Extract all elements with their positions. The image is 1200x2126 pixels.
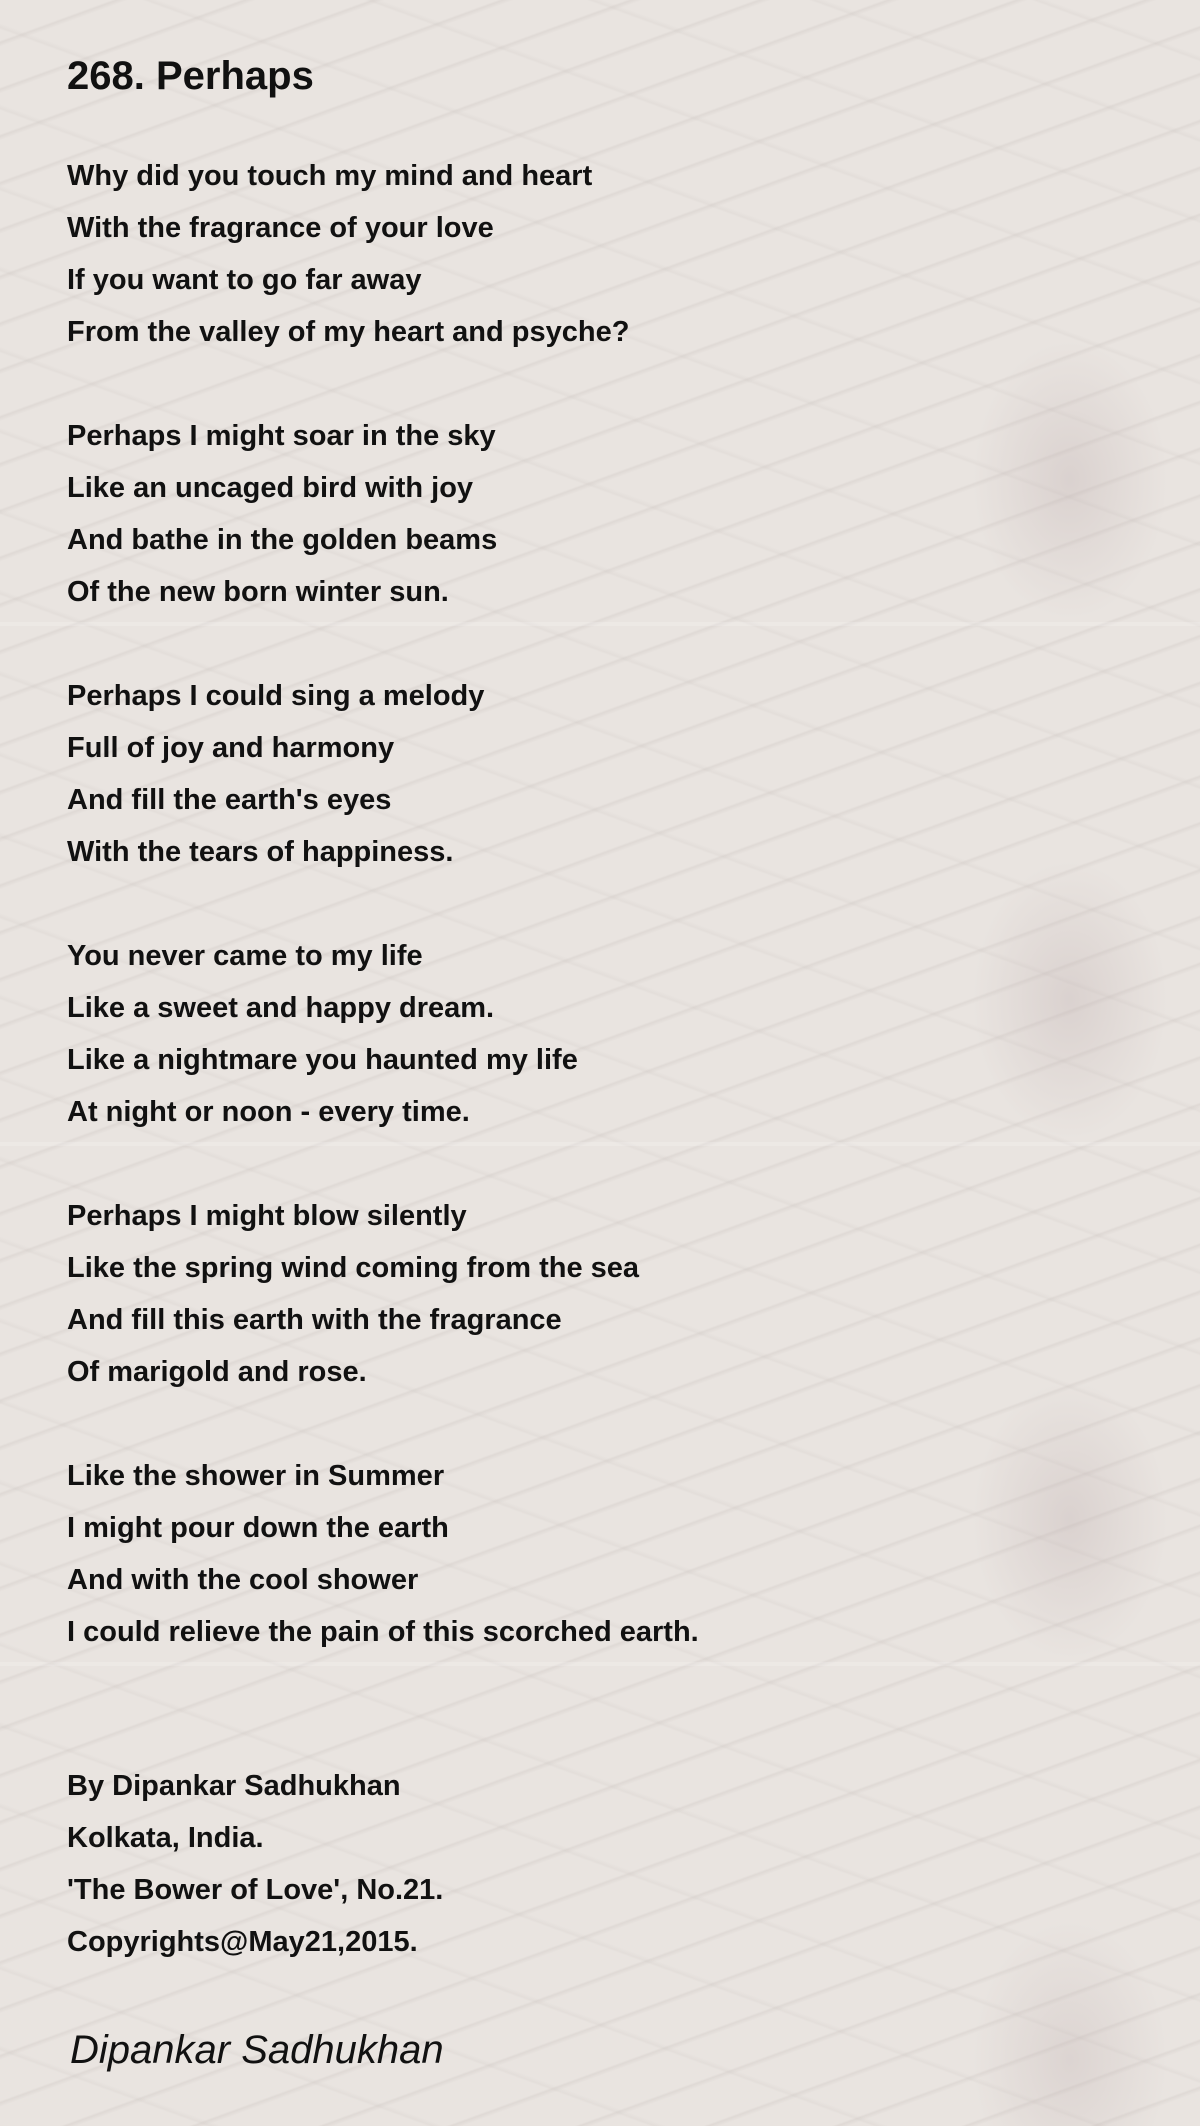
poem-line: And fill this earth with the fragrance	[67, 1304, 562, 1336]
author-location: Kolkata, India.	[67, 1822, 264, 1854]
stanza-6	[67, 1450, 1147, 1658]
poem-line: Why did you touch my mind and heart	[67, 160, 593, 192]
stanza-5	[67, 1190, 1147, 1398]
poem-line: Perhaps I might soar in the sky	[67, 420, 496, 452]
poem-line: And with the cool shower	[67, 1564, 419, 1596]
poem-line: And fill the earth's eyes	[67, 784, 392, 816]
poem-line: Of marigold and rose.	[67, 1356, 367, 1388]
poem-line: Like a nightmare you haunted my life	[67, 1044, 578, 1076]
poem-line: Full of joy and harmony	[67, 732, 395, 764]
collection-reference: 'The Bower of Love', No.21.	[67, 1874, 444, 1906]
poem-line: Perhaps I could sing a melody	[67, 680, 485, 712]
poem-line: With the fragrance of your love	[67, 212, 494, 244]
poem-line: With the tears of happiness.	[67, 836, 454, 868]
author-byline: By Dipankar Sadhukhan	[67, 1770, 401, 1802]
stanza-3	[67, 670, 1147, 878]
poem-line: Like the spring wind coming from the sea	[67, 1252, 640, 1284]
poem-body	[67, 150, 1147, 1710]
poem-line: At night or noon - every time.	[67, 1096, 470, 1128]
poem-line: And bathe in the golden beams	[67, 524, 498, 556]
poem-line: Like an uncaged bird with joy	[67, 472, 474, 504]
poem-line: From the valley of my heart and psyche?	[67, 316, 630, 348]
stanza-2	[67, 410, 1147, 618]
poem-title: 268. Perhaps	[67, 54, 314, 98]
poem-line: I could relieve the pain of this scorched earth.	[67, 1616, 699, 1648]
poem-line: Like a sweet and happy dream.	[67, 992, 495, 1024]
stanza-1	[67, 150, 1147, 358]
copyright-notice: Copyrights@May21,2015.	[67, 1926, 418, 1958]
poem-line: Of the new born winter sun.	[67, 576, 449, 608]
poem-credits	[67, 1760, 443, 1968]
poem-line: Perhaps I might blow silently	[67, 1200, 467, 1232]
author-signature: Dipankar Sadhukhan	[70, 2028, 444, 2072]
poem-line: If you want to go far away	[67, 264, 422, 296]
poem-line: You never came to my life	[67, 940, 423, 972]
stanza-4	[67, 930, 1147, 1138]
poem-line: Like the shower in Summer	[67, 1460, 445, 1492]
poem-line: I might pour down the earth	[67, 1512, 449, 1544]
